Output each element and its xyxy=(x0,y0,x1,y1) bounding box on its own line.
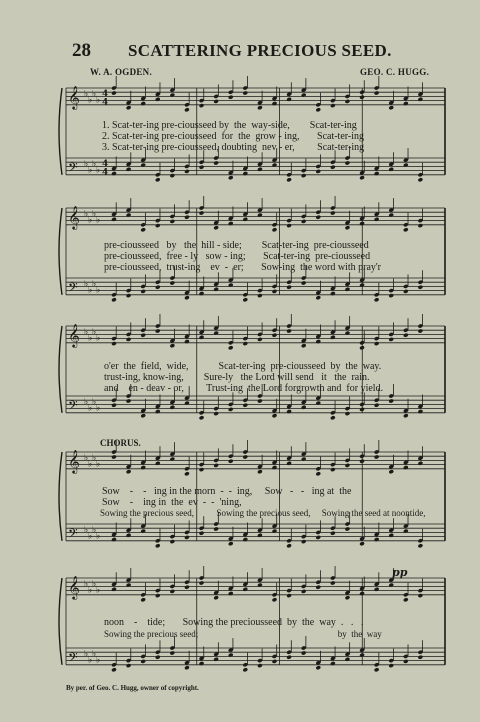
chorus-label: CHORUS. xyxy=(100,438,141,448)
note-head xyxy=(242,171,248,176)
note-head xyxy=(418,97,424,102)
note-head xyxy=(155,593,161,598)
system-brace xyxy=(59,88,62,175)
chorus-top-line2: Sow - ing in the ev - - 'ning, xyxy=(102,497,242,508)
flat-icon: ♭ xyxy=(92,649,97,660)
note-head xyxy=(315,585,321,590)
note-head xyxy=(155,409,161,414)
note-head xyxy=(403,227,409,232)
note-head xyxy=(213,411,219,416)
note-head xyxy=(330,661,336,666)
note-head xyxy=(184,665,190,670)
flat-icon: ♭ xyxy=(84,453,89,464)
note-head xyxy=(126,105,132,110)
verse2-line2: pre-ciousseed, free - ly sow - ing; Scat-ter-ing pre-ciousseed xyxy=(104,251,371,262)
note-head xyxy=(213,463,219,468)
note-head xyxy=(286,177,292,182)
note-head xyxy=(374,217,380,222)
note-head xyxy=(403,333,409,338)
note-head xyxy=(126,398,132,403)
note-head xyxy=(315,215,321,220)
note-head xyxy=(111,403,117,408)
note-head xyxy=(242,217,248,222)
note-head xyxy=(330,165,336,170)
note-head xyxy=(228,653,234,658)
treble-clef-icon: 𝄞 xyxy=(68,574,80,599)
bass-clef-icon: 𝄢 xyxy=(68,397,78,416)
note-head xyxy=(418,409,424,414)
note-head xyxy=(345,160,351,165)
note-head xyxy=(213,657,219,662)
note-head xyxy=(374,90,380,95)
note-head xyxy=(403,101,409,106)
dynamic-mark: pp xyxy=(392,566,408,579)
note-head xyxy=(418,223,424,228)
note-head xyxy=(388,398,394,403)
time-signature: 4 xyxy=(102,89,109,100)
note-head xyxy=(301,539,307,544)
flat-icon: ♭ xyxy=(88,403,93,414)
flat-icon: ♭ xyxy=(84,397,89,408)
chorus-top-line1: Sow - - ing in the morn - - ing, Sow - - ing at the xyxy=(102,486,352,497)
flat-icon: ♭ xyxy=(96,531,101,542)
note-head xyxy=(330,291,336,296)
note-head xyxy=(169,457,175,462)
note-head xyxy=(272,333,278,338)
treble-clef-icon: 𝄞 xyxy=(68,322,80,347)
note-head xyxy=(345,526,351,531)
note-head xyxy=(213,225,219,230)
hymn-title: SCATTERING PRECIOUS SEED. xyxy=(128,41,392,60)
note-head xyxy=(199,467,205,472)
note-head xyxy=(155,177,161,182)
note-head xyxy=(388,167,394,172)
flat-icon: ♭ xyxy=(92,525,97,536)
note-head xyxy=(345,657,351,662)
flat-icon: ♭ xyxy=(96,165,101,176)
note-head xyxy=(301,219,307,224)
note-head xyxy=(242,90,248,95)
note-head xyxy=(330,467,336,472)
bass-clef-icon: 𝄢 xyxy=(68,649,78,668)
note-head xyxy=(388,293,394,298)
note-head xyxy=(330,335,336,340)
verse2-line3: trust-ing, know-ing, Sure-ly the Lord will send it the rain. xyxy=(104,372,370,383)
note-head xyxy=(315,535,321,540)
note-head xyxy=(184,535,190,540)
verse3-line1: 3. Scat-ter-ing pre-ciousseed, doubting nev - er, Scat-ter-ing xyxy=(102,142,365,153)
note-head xyxy=(374,171,380,176)
note-head xyxy=(301,589,307,594)
note-head xyxy=(257,533,263,538)
flat-icon: ♭ xyxy=(84,159,89,170)
flat-icon: ♭ xyxy=(96,215,101,226)
note-head xyxy=(286,223,292,228)
note-head xyxy=(184,585,190,590)
note-head xyxy=(242,341,248,346)
note-head xyxy=(388,583,394,588)
flat-icon: ♭ xyxy=(84,279,89,290)
flat-icon: ♭ xyxy=(88,215,93,226)
flat-icon: ♭ xyxy=(88,333,93,344)
note-head xyxy=(140,413,146,418)
note-head xyxy=(374,297,380,302)
note-head xyxy=(111,667,117,672)
note-head xyxy=(169,219,175,224)
note-head xyxy=(169,589,175,594)
note-head xyxy=(315,471,321,476)
note-head xyxy=(140,101,146,106)
note-head xyxy=(374,667,380,672)
note-head xyxy=(301,93,307,98)
note-head xyxy=(199,291,205,296)
note-head xyxy=(345,411,351,416)
note-head xyxy=(140,227,146,232)
flat-icon: ♭ xyxy=(84,579,89,590)
note-head xyxy=(257,213,263,218)
note-head xyxy=(111,587,117,592)
note-head xyxy=(345,463,351,468)
note-head xyxy=(242,403,248,408)
note-head xyxy=(228,221,234,226)
note-head xyxy=(213,331,219,336)
note-head xyxy=(374,537,380,542)
system-brace xyxy=(59,326,62,413)
note-head xyxy=(315,401,321,406)
note-head xyxy=(126,533,132,538)
note-head xyxy=(184,401,190,406)
note-head xyxy=(199,661,205,666)
note-head xyxy=(111,217,117,222)
note-head xyxy=(169,173,175,178)
note-head xyxy=(184,339,190,344)
note-head xyxy=(257,583,263,588)
note-head xyxy=(184,295,190,300)
note-head xyxy=(257,167,263,172)
chorus-bass-line1: Sowing the precious seed, Sowing the precious seed, Sowing the seed at noontide, xyxy=(100,508,426,518)
note-head xyxy=(286,97,292,102)
note-head xyxy=(126,213,132,218)
note-head xyxy=(345,287,351,292)
flat-icon: ♭ xyxy=(96,655,101,666)
note-head xyxy=(169,405,175,410)
flat-icon: ♭ xyxy=(88,531,93,542)
bass-clef-icon: 𝄢 xyxy=(68,159,78,178)
note-head xyxy=(155,655,161,660)
note-head xyxy=(345,99,351,104)
note-head xyxy=(213,526,219,531)
note-head xyxy=(111,341,117,346)
note-head xyxy=(199,580,205,585)
verse1-line1: 1. Scat-ter-ing pre-ciousseed by the way-side, Scat-ter-ing xyxy=(102,120,357,131)
note-head xyxy=(257,293,263,298)
note-head xyxy=(155,223,161,228)
flat-icon: ♭ xyxy=(92,579,97,590)
time-signature: 4 xyxy=(102,97,109,108)
note-head xyxy=(169,280,175,285)
composer-credit: GEO. C. HUGG. xyxy=(360,67,430,77)
note-head xyxy=(330,415,336,420)
note-head xyxy=(242,587,248,592)
note-head xyxy=(199,210,205,215)
flat-icon: ♭ xyxy=(96,403,101,414)
flat-icon: ♭ xyxy=(84,209,89,220)
note-head xyxy=(388,663,394,668)
note-head xyxy=(126,167,132,172)
flat-icon: ♭ xyxy=(88,285,93,296)
note-head xyxy=(301,173,307,178)
note-head xyxy=(272,465,278,470)
note-head xyxy=(111,171,117,176)
note-head xyxy=(111,90,117,95)
note-head xyxy=(228,95,234,100)
note-head xyxy=(345,225,351,230)
flat-icon: ♭ xyxy=(84,649,89,660)
verse2-line1: 2. Scat-ter-ing pre-ciousseed for the grow - ing, Scat-ter-ing xyxy=(102,131,365,142)
note-head xyxy=(184,215,190,220)
note-head xyxy=(169,343,175,348)
note-head xyxy=(330,103,336,108)
note-head xyxy=(140,333,146,338)
note-head xyxy=(111,537,117,542)
note-head xyxy=(111,454,117,459)
note-head xyxy=(213,160,219,165)
chorus-top-line3: noon - tide; Sowing the preciousseed by the way . . . xyxy=(104,617,364,628)
note-head xyxy=(315,295,321,300)
note-head xyxy=(213,287,219,292)
note-head xyxy=(169,539,175,544)
flat-icon: ♭ xyxy=(92,209,97,220)
note-head xyxy=(345,331,351,336)
note-head xyxy=(315,665,321,670)
note-head xyxy=(315,339,321,344)
note-head xyxy=(388,337,394,342)
note-head xyxy=(155,285,161,290)
flat-icon: ♭ xyxy=(92,89,97,100)
note-head xyxy=(301,405,307,410)
note-head xyxy=(228,541,234,546)
note-head xyxy=(126,293,132,298)
note-head xyxy=(301,457,307,462)
flat-icon: ♭ xyxy=(96,459,101,470)
note-head xyxy=(272,227,278,232)
note-head xyxy=(403,289,409,294)
note-head xyxy=(403,659,409,664)
note-head xyxy=(330,531,336,536)
note-head xyxy=(345,595,351,600)
note-head xyxy=(242,667,248,672)
time-signature: 4 xyxy=(102,167,109,178)
system-brace xyxy=(59,578,62,665)
note-head xyxy=(257,105,263,110)
flat-icon: ♭ xyxy=(84,525,89,536)
note-head xyxy=(242,297,248,302)
note-head xyxy=(418,655,424,660)
verse3-line2: pre-ciousseed, trust-ing ev - er; Sow-ing the word with pray'r xyxy=(104,262,382,273)
treble-clef-icon: 𝄞 xyxy=(68,204,80,229)
note-head xyxy=(286,461,292,466)
note-head xyxy=(330,210,336,215)
note-head xyxy=(126,469,132,474)
time-signature: 4 xyxy=(102,159,109,170)
note-head xyxy=(169,93,175,98)
note-head xyxy=(228,175,234,180)
note-head xyxy=(242,454,248,459)
note-head xyxy=(374,341,380,346)
page-number: 28 xyxy=(72,40,91,61)
lyricist-credit: W. A. OGDEN. xyxy=(90,67,153,77)
note-head xyxy=(359,541,365,546)
note-head xyxy=(418,328,424,333)
note-head xyxy=(272,289,278,294)
flat-icon: ♭ xyxy=(84,89,89,100)
note-head xyxy=(184,107,190,112)
note-head xyxy=(155,543,161,548)
note-head xyxy=(315,169,321,174)
note-head xyxy=(228,591,234,596)
note-head xyxy=(199,335,205,340)
note-head xyxy=(155,97,161,102)
flat-icon: ♭ xyxy=(96,585,101,596)
note-head xyxy=(388,533,394,538)
flat-icon: ♭ xyxy=(92,397,97,408)
note-head xyxy=(359,175,365,180)
note-head xyxy=(403,163,409,168)
treble-clef-icon: 𝄞 xyxy=(68,84,80,109)
bass-clef-icon: 𝄢 xyxy=(68,279,78,298)
note-head xyxy=(418,177,424,182)
note-head xyxy=(228,459,234,464)
note-head xyxy=(301,343,307,348)
flat-icon: ♭ xyxy=(88,585,93,596)
verse3-line3: and en - deav - or, Trust-ing the Lord forgrowth and for yield. xyxy=(104,383,384,394)
note-head xyxy=(272,163,278,168)
note-head xyxy=(272,597,278,602)
note-head xyxy=(199,165,205,170)
note-head xyxy=(418,543,424,548)
flat-icon: ♭ xyxy=(88,459,93,470)
note-head xyxy=(403,597,409,602)
note-head xyxy=(228,407,234,412)
note-head xyxy=(228,345,234,350)
note-head xyxy=(388,105,394,110)
flat-icon: ♭ xyxy=(92,453,97,464)
verse1-line2: pre-ciousseed by the hill - side; Scat-ter-ing pre-ciousseed xyxy=(104,240,369,251)
note-head xyxy=(126,583,132,588)
note-head xyxy=(403,529,409,534)
flat-icon: ♭ xyxy=(88,655,93,666)
note-head xyxy=(286,285,292,290)
note-head xyxy=(403,465,409,470)
note-head xyxy=(199,531,205,536)
note-head xyxy=(388,469,394,474)
note-head xyxy=(418,593,424,598)
flat-icon: ♭ xyxy=(96,95,101,106)
note-head xyxy=(140,659,146,664)
note-head xyxy=(126,337,132,342)
note-head xyxy=(418,285,424,290)
note-head xyxy=(199,415,205,420)
note-head xyxy=(301,650,307,655)
note-head xyxy=(140,289,146,294)
note-head xyxy=(272,529,278,534)
flat-icon: ♭ xyxy=(92,279,97,290)
note-head xyxy=(140,163,146,168)
note-head xyxy=(257,663,263,668)
note-head xyxy=(257,398,263,403)
note-head xyxy=(272,413,278,418)
note-head xyxy=(374,454,380,459)
note-head xyxy=(140,529,146,534)
note-head xyxy=(374,403,380,408)
note-head xyxy=(228,283,234,288)
note-head xyxy=(213,595,219,600)
chorus-bass-line2: Sowing the precious seed; by the way xyxy=(104,629,382,639)
system-brace xyxy=(59,452,62,541)
note-head xyxy=(126,663,132,668)
note-head xyxy=(140,465,146,470)
flat-icon: ♭ xyxy=(96,333,101,344)
system-brace xyxy=(59,208,62,295)
note-head xyxy=(330,580,336,585)
note-head xyxy=(286,593,292,598)
note-head xyxy=(286,409,292,414)
note-head xyxy=(257,337,263,342)
note-head xyxy=(388,213,394,218)
flat-icon: ♭ xyxy=(92,327,97,338)
note-head xyxy=(169,650,175,655)
note-head xyxy=(242,537,248,542)
note-head xyxy=(184,471,190,476)
note-head xyxy=(286,543,292,548)
note-head xyxy=(315,107,321,112)
note-head xyxy=(155,461,161,466)
note-head xyxy=(272,101,278,106)
note-head xyxy=(374,587,380,592)
note-head xyxy=(301,280,307,285)
note-head xyxy=(272,659,278,664)
flat-icon: ♭ xyxy=(88,165,93,176)
copyright-note: By per. of Geo. C. Hugg, owner of copyright. xyxy=(66,684,199,692)
note-head xyxy=(199,103,205,108)
flat-icon: ♭ xyxy=(88,95,93,106)
note-head xyxy=(286,655,292,660)
flat-icon: ♭ xyxy=(96,285,101,296)
note-head xyxy=(140,597,146,602)
flat-icon: ♭ xyxy=(84,327,89,338)
note-head xyxy=(418,461,424,466)
verse1-line3: o'er the field, wide, Scat-ter-ing pre-ciousseed by the way. xyxy=(104,361,382,372)
flat-icon: ♭ xyxy=(92,159,97,170)
bass-clef-icon: 𝄢 xyxy=(68,525,78,544)
note-head xyxy=(257,469,263,474)
note-head xyxy=(213,99,219,104)
note-head xyxy=(184,169,190,174)
note-head xyxy=(403,413,409,418)
note-head xyxy=(286,328,292,333)
note-head xyxy=(155,328,161,333)
note-head xyxy=(111,297,117,302)
treble-clef-icon: 𝄞 xyxy=(68,448,80,473)
